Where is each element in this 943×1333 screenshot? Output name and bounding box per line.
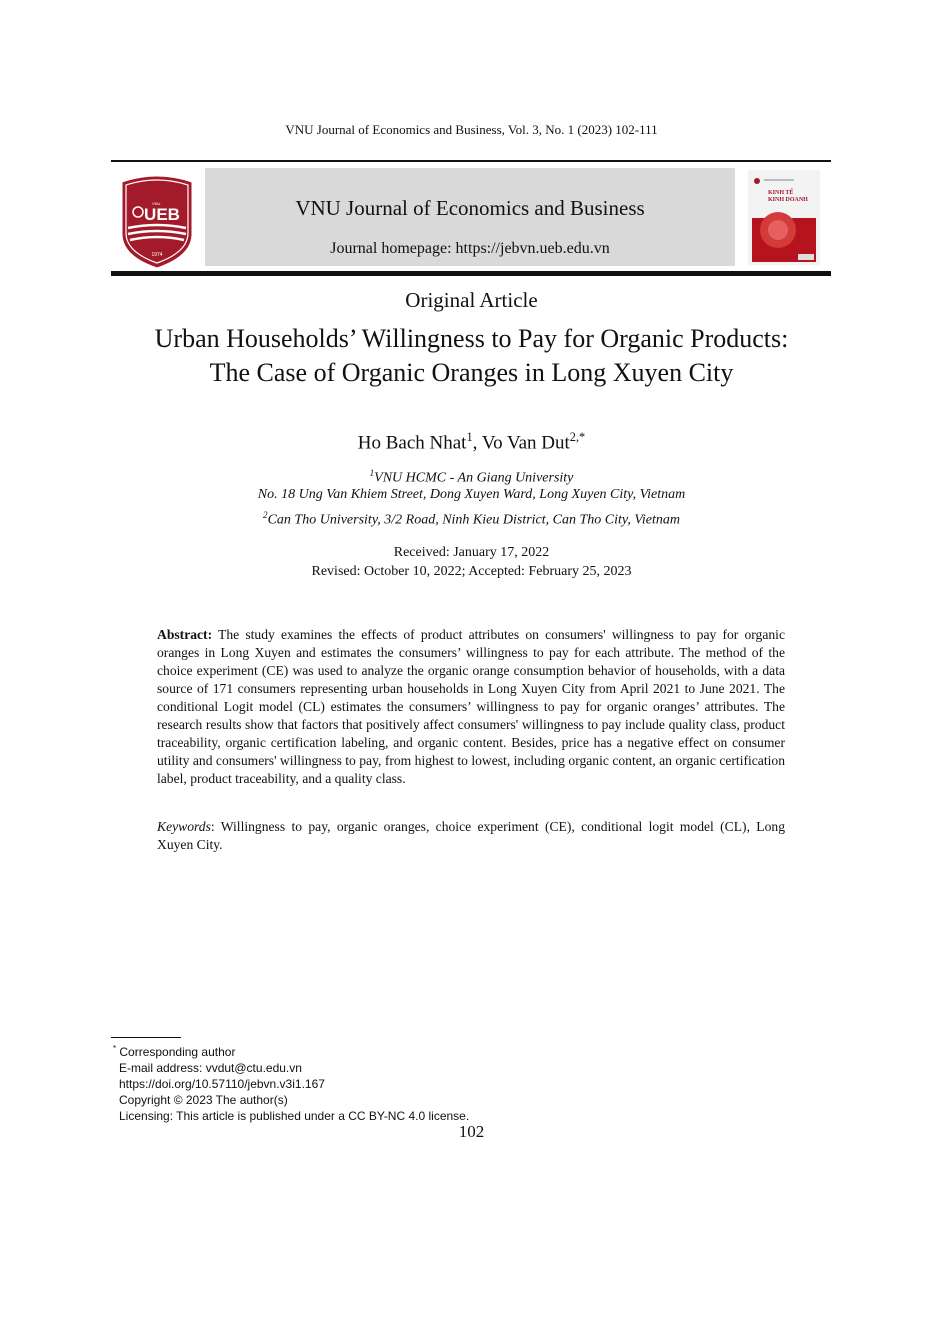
author-1: Ho Bach Nhat (357, 432, 467, 454)
author-1-affil: 1 (466, 430, 473, 444)
footnotes (113, 1041, 469, 1124)
copyright: Copyright © 2023 The author(s) (119, 1093, 288, 1107)
ueb-logo (118, 172, 196, 269)
title-line-1: Urban Households’ Willingness to Pay for Organic Products: (154, 324, 789, 353)
svg-text:KINH DOANH: KINH DOANH (768, 197, 808, 203)
title-line-2: The Case of Organic Oranges in Long Xuyen City (209, 358, 734, 387)
running-header: VNU Journal of Economics and Business, Vol. 3, No. 1 (2023) 102-111 (285, 122, 658, 137)
journal-banner (205, 168, 735, 266)
journal-cover-image (748, 170, 820, 265)
received-date: Received: January 17, 2022 (393, 545, 550, 560)
keywords (157, 818, 785, 854)
doi-link[interactable]: https://doi.org/10.57110/jebvn.v3i1.167 (119, 1077, 325, 1091)
affil-text: Can Tho University, 3/2 Road, Ninh Kieu District, Can Tho City, Vietnam (267, 512, 680, 528)
affil-mark: 1 (369, 468, 375, 478)
abstract-text: The study examines the effects of product attributes on consumers' willingness to pay for organic oranges in Long Xuyen and estimates the consumers’ willingness to pay for each attribute. The method of the choice experiment (CE) was used to analyze the organic orange consumption behavior of households, with a data source of 171 consumers representing urban households in Long Xuyen City from April 2021 to June 2021. The conditional Logit model (CL) estimates the consumers’ willingness to pay for organic oranges’ attributes. The research results show that factors that positively affect consumers' willingness to pay include quality class, product traceability, organic certification labeling, and organic content. Besides, price has a negative effect on consumer utility and consumers' willingness to pay, from highest to lowest, including organic content, an organic certification label, product traceability, and a quality class. (157, 627, 785, 786)
page-number: 102 (458, 1122, 485, 1141)
corresponding-author-note (113, 1041, 469, 1060)
author-separator: , (472, 432, 482, 454)
affil-mark: 2 (263, 510, 268, 520)
revised-accepted-dates: Revised: October 10, 2022; Accepted: February 25, 2023 (311, 564, 632, 579)
footnote-mark: * (113, 1044, 117, 1053)
svg-text:KINH TẾ: KINH TẾ (768, 190, 794, 196)
authors (0, 430, 943, 454)
email-address: E-mail address: vvdut@ctu.edu.vn (119, 1061, 302, 1075)
svg-text:VNU: VNU (152, 201, 161, 206)
affiliation-2 (0, 510, 943, 529)
footnote-text: Corresponding author (116, 1045, 236, 1059)
abstract-label: Abstract: (157, 627, 213, 642)
author-2-affil: 2,* (569, 430, 586, 444)
header-thick-rule (111, 271, 831, 276)
keywords-label: Keywords (157, 819, 211, 834)
footnote-rule (111, 1037, 181, 1038)
abstract (157, 626, 785, 788)
article-type: Original Article (405, 288, 538, 312)
affiliation-1 (0, 468, 943, 487)
affiliation-1-address: No. 18 Ung Van Khiem Street, Dong Xuyen Ward, Long Xuyen City, Vietnam (257, 487, 686, 502)
header-rule (111, 160, 831, 162)
svg-text:UEB: UEB (144, 205, 180, 224)
keywords-text: : Willingness to pay, organic oranges, choice experiment (CE), conditional logit model (CL), Long Xuyen City. (157, 819, 785, 852)
article-title (0, 322, 943, 390)
affil-text: VNU HCMC - An Giang University (374, 470, 574, 486)
license: Licensing: This article is published under a CC BY-NC 4.0 license. (119, 1109, 470, 1123)
journal-homepage[interactable]: Journal homepage: https://jebvn.ueb.edu.vn (330, 240, 610, 257)
journal-title: VNU Journal of Economics and Business (295, 196, 645, 220)
author-2: Vo Van Dut (481, 432, 570, 454)
svg-text:1974: 1974 (151, 252, 163, 258)
